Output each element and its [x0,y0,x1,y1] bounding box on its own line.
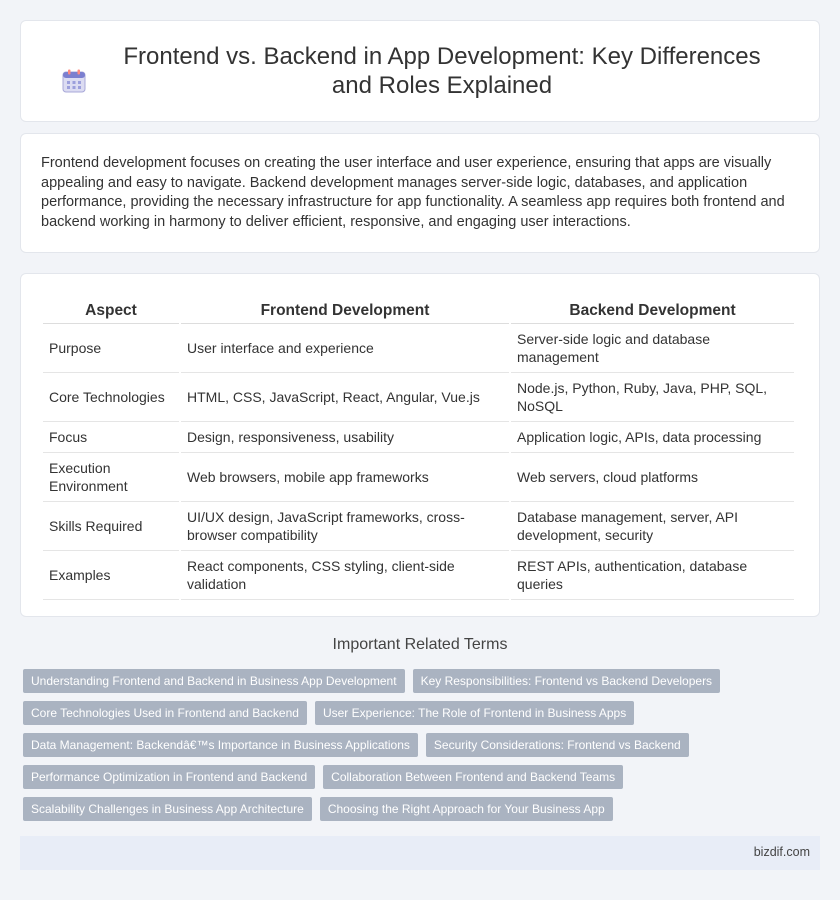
related-term-link[interactable]: Security Considerations: Frontend vs Backend [426,733,689,757]
cell-backend: Node.js, Python, Ruby, Java, PHP, SQL, NoSQL [511,373,794,422]
table-row [43,502,794,551]
cell-frontend: UI/UX design, JavaScript frameworks, cross-browser compatibility [181,502,509,551]
footer-site-link[interactable]: bizdif.com [753,845,810,859]
related-term-link[interactable]: Core Technologies Used in Frontend and Backend [23,701,307,725]
cell-frontend: Web browsers, mobile app frameworks [181,453,509,502]
header-backend: Backend Development [511,296,794,324]
tag-row [23,669,823,693]
page-title: Frontend vs. Backend in App Development: Key Differences and Roles Explained [123,43,761,99]
cell-frontend: Design, responsiveness, usability [181,422,509,453]
related-term-link[interactable]: Data Management: Backendâ€™s Importance in Business Applications [23,733,418,757]
comparison-table [41,296,796,600]
related-term-link[interactable]: Choosing the Right Approach for Your Business App [320,797,613,821]
tag-row [23,701,823,725]
cell-aspect: Skills Required [43,502,179,551]
cell-frontend: User interface and experience [181,324,509,373]
related-term-link[interactable]: Scalability Challenges in Business App Architecture [23,797,312,821]
header-card [20,20,820,122]
related-terms-title: Important Related Terms [332,636,508,653]
related-term-link[interactable]: Collaboration Between Frontend and Backend Teams [323,765,623,789]
related-terms-list [23,669,823,829]
cell-frontend: HTML, CSS, JavaScript, React, Angular, Vue.js [181,373,509,422]
cell-backend: REST APIs, authentication, database queries [511,551,794,600]
cell-aspect: Examples [43,551,179,600]
footer [20,836,820,870]
tag-row [23,765,823,789]
related-term-link[interactable]: Understanding Frontend and Backend in Business App Development [23,669,405,693]
table-row [43,453,794,502]
cell-frontend: React components, CSS styling, client-side validation [181,551,509,600]
related-term-link[interactable]: Performance Optimization in Frontend and Backend [23,765,315,789]
title-wrap [61,42,779,100]
header-frontend: Frontend Development [181,296,509,324]
cell-aspect: Execution Environment [43,453,179,502]
cell-aspect: Purpose [43,324,179,373]
tag-row [23,733,823,757]
cell-backend: Application logic, APIs, data processing [511,422,794,453]
header-aspect: Aspect [43,296,179,324]
tag-row [23,797,823,821]
cell-aspect: Focus [43,422,179,453]
table-row [43,551,794,600]
related-term-link[interactable]: User Experience: The Role of Frontend in Business Apps [315,701,634,725]
cell-backend: Database management, server, API development, security [511,502,794,551]
related-term-link[interactable]: Key Responsibilities: Frontend vs Backend Developers [413,669,720,693]
table-row [43,324,794,373]
calendar-icon [61,68,87,94]
intro-card [20,133,820,253]
cell-backend: Server-side logic and database management [511,324,794,373]
cell-backend: Web servers, cloud platforms [511,453,794,502]
cell-aspect: Core Technologies [43,373,179,422]
table-header-row [43,296,794,324]
intro-paragraph: Frontend development focuses on creating the user interface and user experience, ensuring that apps are visually appealing and easy to navigate. Backend development manages server-side logic, databases, and application performance, providing the necessary infrastructure for app functionality. A seamless app requires both frontend and backend working in harmony to deliver efficient, responsive, and engaging user interactions. [41,155,785,230]
table-row [43,373,794,422]
comparison-card [20,273,820,617]
table-row [43,422,794,453]
